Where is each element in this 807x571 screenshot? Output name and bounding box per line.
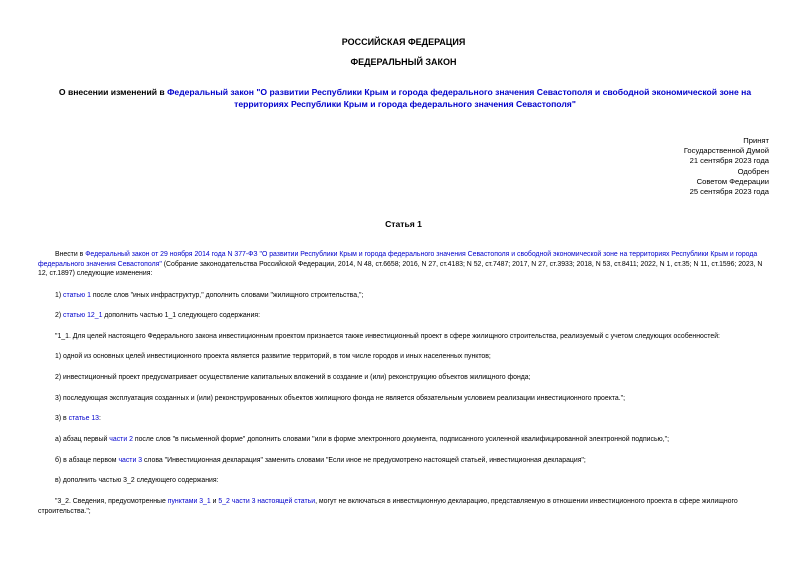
paragraph-intro: [38, 250, 771, 279]
text: 2): [55, 312, 64, 319]
header-law-type: ФЕДЕРАЛЬНЫЙ ЗАКОН: [350, 57, 457, 67]
text: Внести в: [55, 251, 86, 258]
paragraph-sub-3: 3) последующая эксплуатация созданных и (или) реконструированных объектов жилищного фонда не является обязательным условием реализации инвестиционного проекта.";: [55, 395, 625, 402]
text: :: [99, 415, 101, 422]
part-link[interactable]: части 3: [118, 457, 143, 464]
paragraph-sub-2: 2) инвестиционный проект предусматривает осуществление капитальных вложений в создание и (или) реконструкцию объектов жилищного фонда;: [55, 374, 531, 381]
paragraph-sub-a: [38, 435, 771, 445]
article-link[interactable]: статье 13: [68, 415, 99, 422]
points-link[interactable]: пунктами 3_1: [167, 498, 211, 505]
stamp-line: Принят: [743, 136, 769, 145]
paragraph-quote-3-2: [38, 497, 771, 516]
text: 3) в: [55, 415, 69, 422]
stamp-line: Советом Федерации: [696, 176, 769, 186]
points-link[interactable]: 5_2 части 3 настоящей статьи: [218, 498, 316, 505]
text: , могут не включаться в инвестиционную декларацию, представляемую в отношении инвестиционного проекта в сфере жилищного строительства.";: [38, 498, 738, 515]
part-link[interactable]: части 2: [109, 436, 133, 443]
stamp-line: 21 сентября 2023 года: [689, 156, 769, 166]
paragraph-quote-1-1: "1_1. Для целей настоящего Федерального закона инвестиционным проектом признается также инвестиционный проект в сфере жилищного строительства, реализуемый с учетом следующих особенностей:: [55, 333, 720, 340]
paragraph-item-1: [38, 291, 771, 301]
law-title-link[interactable]: Федеральный закон "О развитии Республики Крым и города федерального значения Севастополя и свободной экономической зоне на территориях Республики Крым и города федерального значения Севастополя": [167, 87, 752, 109]
article-link[interactable]: статью 12_1: [63, 312, 103, 319]
text: (Собрание законодательства Российской Федерации, 2014, N 48, ст.6658; 2016, N 27, ст.4183; N 52, ст.7487; 2017, N 27, ст.3933; 2018, N 53, ст.8411; 2022, N 1, ст.35; N 11, ст.1596; 2023, N 12, ст.1897) следующие изменения:: [38, 260, 763, 278]
text: "3_2. Сведения, предусмотренные: [55, 498, 168, 505]
header-federation: РОССИЙСКАЯ ФЕДЕРАЦИЯ: [341, 37, 466, 47]
text: б) в абзаце первом: [55, 457, 119, 464]
text: дополнить частью 1_1 следующего содержания:: [102, 312, 260, 319]
paragraph-item-3: [38, 414, 771, 424]
paragraph-sub-b: [38, 456, 771, 466]
stamp-line: 25 сентября 2023 года: [689, 187, 769, 197]
paragraph-sub-v: в) дополнить частью 3_2 следующего содержания:: [55, 477, 219, 484]
article-link[interactable]: статью 1: [63, 292, 91, 299]
law-name-link[interactable]: "О развитии Республики Крым и города федерального значения Севастополя и свободной экономической зоне на территориях Республики Крым и города федерального значения Севастополя": [38, 251, 758, 268]
stamp-line: Государственной Думой: [683, 146, 769, 156]
text: а) абзац первый: [55, 436, 110, 443]
paragraph-sub-1: 1) одной из основных целей инвестиционного проекта является развитие территорий, в том числе городов и иных населенных пунктов;: [55, 353, 491, 360]
text: после слов "иных инфраструктур," дополнить словами "жилищного строительства,";: [90, 292, 364, 299]
stamp-line: Одобрен: [737, 166, 769, 176]
paragraph-item-2: [38, 311, 771, 321]
text: и: [210, 498, 219, 505]
text: 1): [55, 292, 64, 299]
article-heading: Статья 1: [385, 219, 422, 229]
law-title: [40, 86, 770, 110]
law-title-prefix: О внесении изменений в: [58, 87, 168, 97]
text: слова "Инвестиционная декларация" заменить словами "Если иное не предусмотрено настоящей статьей, инвестиционная декларация";: [142, 457, 586, 464]
adoption-stamp: [569, 136, 769, 197]
text: после слов "в письменной форме" дополнить словами "или в форме электронного документа, подписанного усиленной квалифицированной электронной подписью,";: [132, 436, 670, 443]
law-link[interactable]: Федеральный закон от 29 ноября 2014 года N 377-ФЗ: [85, 251, 258, 258]
